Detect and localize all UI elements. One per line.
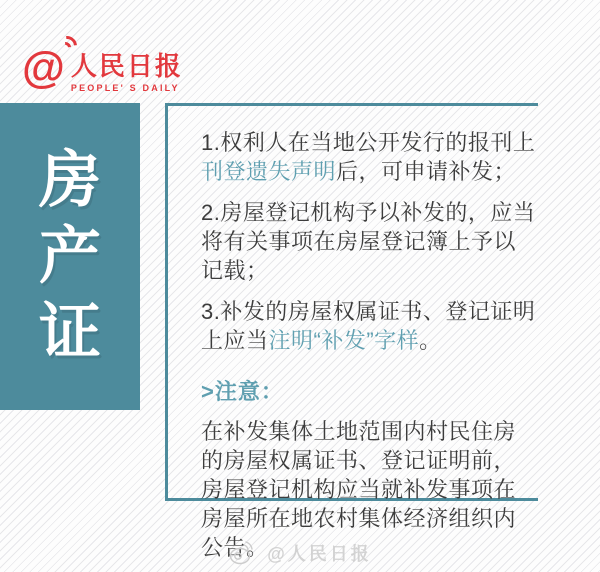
body-text: 。 [419, 328, 442, 353]
rule-item-3 [201, 297, 536, 355]
note-paragraph: 在补发集体土地范围内村民住房的房屋权属证书、登记证明前，房屋登记机构应当就补发事项在房屋所在地农村集体经济组织内公告。 [201, 419, 517, 560]
weibo-icon [228, 540, 258, 566]
body-text: 后，可申请补发； [336, 159, 517, 184]
banner-char: 证 [38, 297, 101, 367]
footer-watermark [0, 540, 600, 566]
highlighted-text: 注明“补发”字样 [268, 328, 420, 353]
rule-item-1 [201, 128, 536, 186]
banner-char: 房 [38, 145, 101, 215]
note-label: >注意： [201, 379, 284, 404]
vertical-title-banner [0, 103, 140, 410]
peoples-daily-logo [22, 43, 183, 93]
rule-item-2 [201, 198, 536, 285]
body-text: 1.权利人在当地公开发行的报刊上 [201, 130, 536, 155]
logo-subtitle: PEOPLE' S DAILY [70, 82, 180, 93]
highlighted-text: 刊登遗失声明 [201, 159, 337, 184]
body-text: 3.补发的房屋权属证书、登记证明上应当 [201, 299, 536, 353]
logo-title: 人民日报 [70, 51, 183, 81]
weibo-at-icon: @ [22, 46, 65, 90]
banner-char: 产 [38, 221, 101, 291]
logo-text-block [71, 52, 183, 93]
watermark-text: @人民日报 [267, 544, 372, 564]
body-text: 2.房屋登记机构予以补发的，应当将有关事项在房屋登记簿上予以记载； [201, 200, 536, 283]
